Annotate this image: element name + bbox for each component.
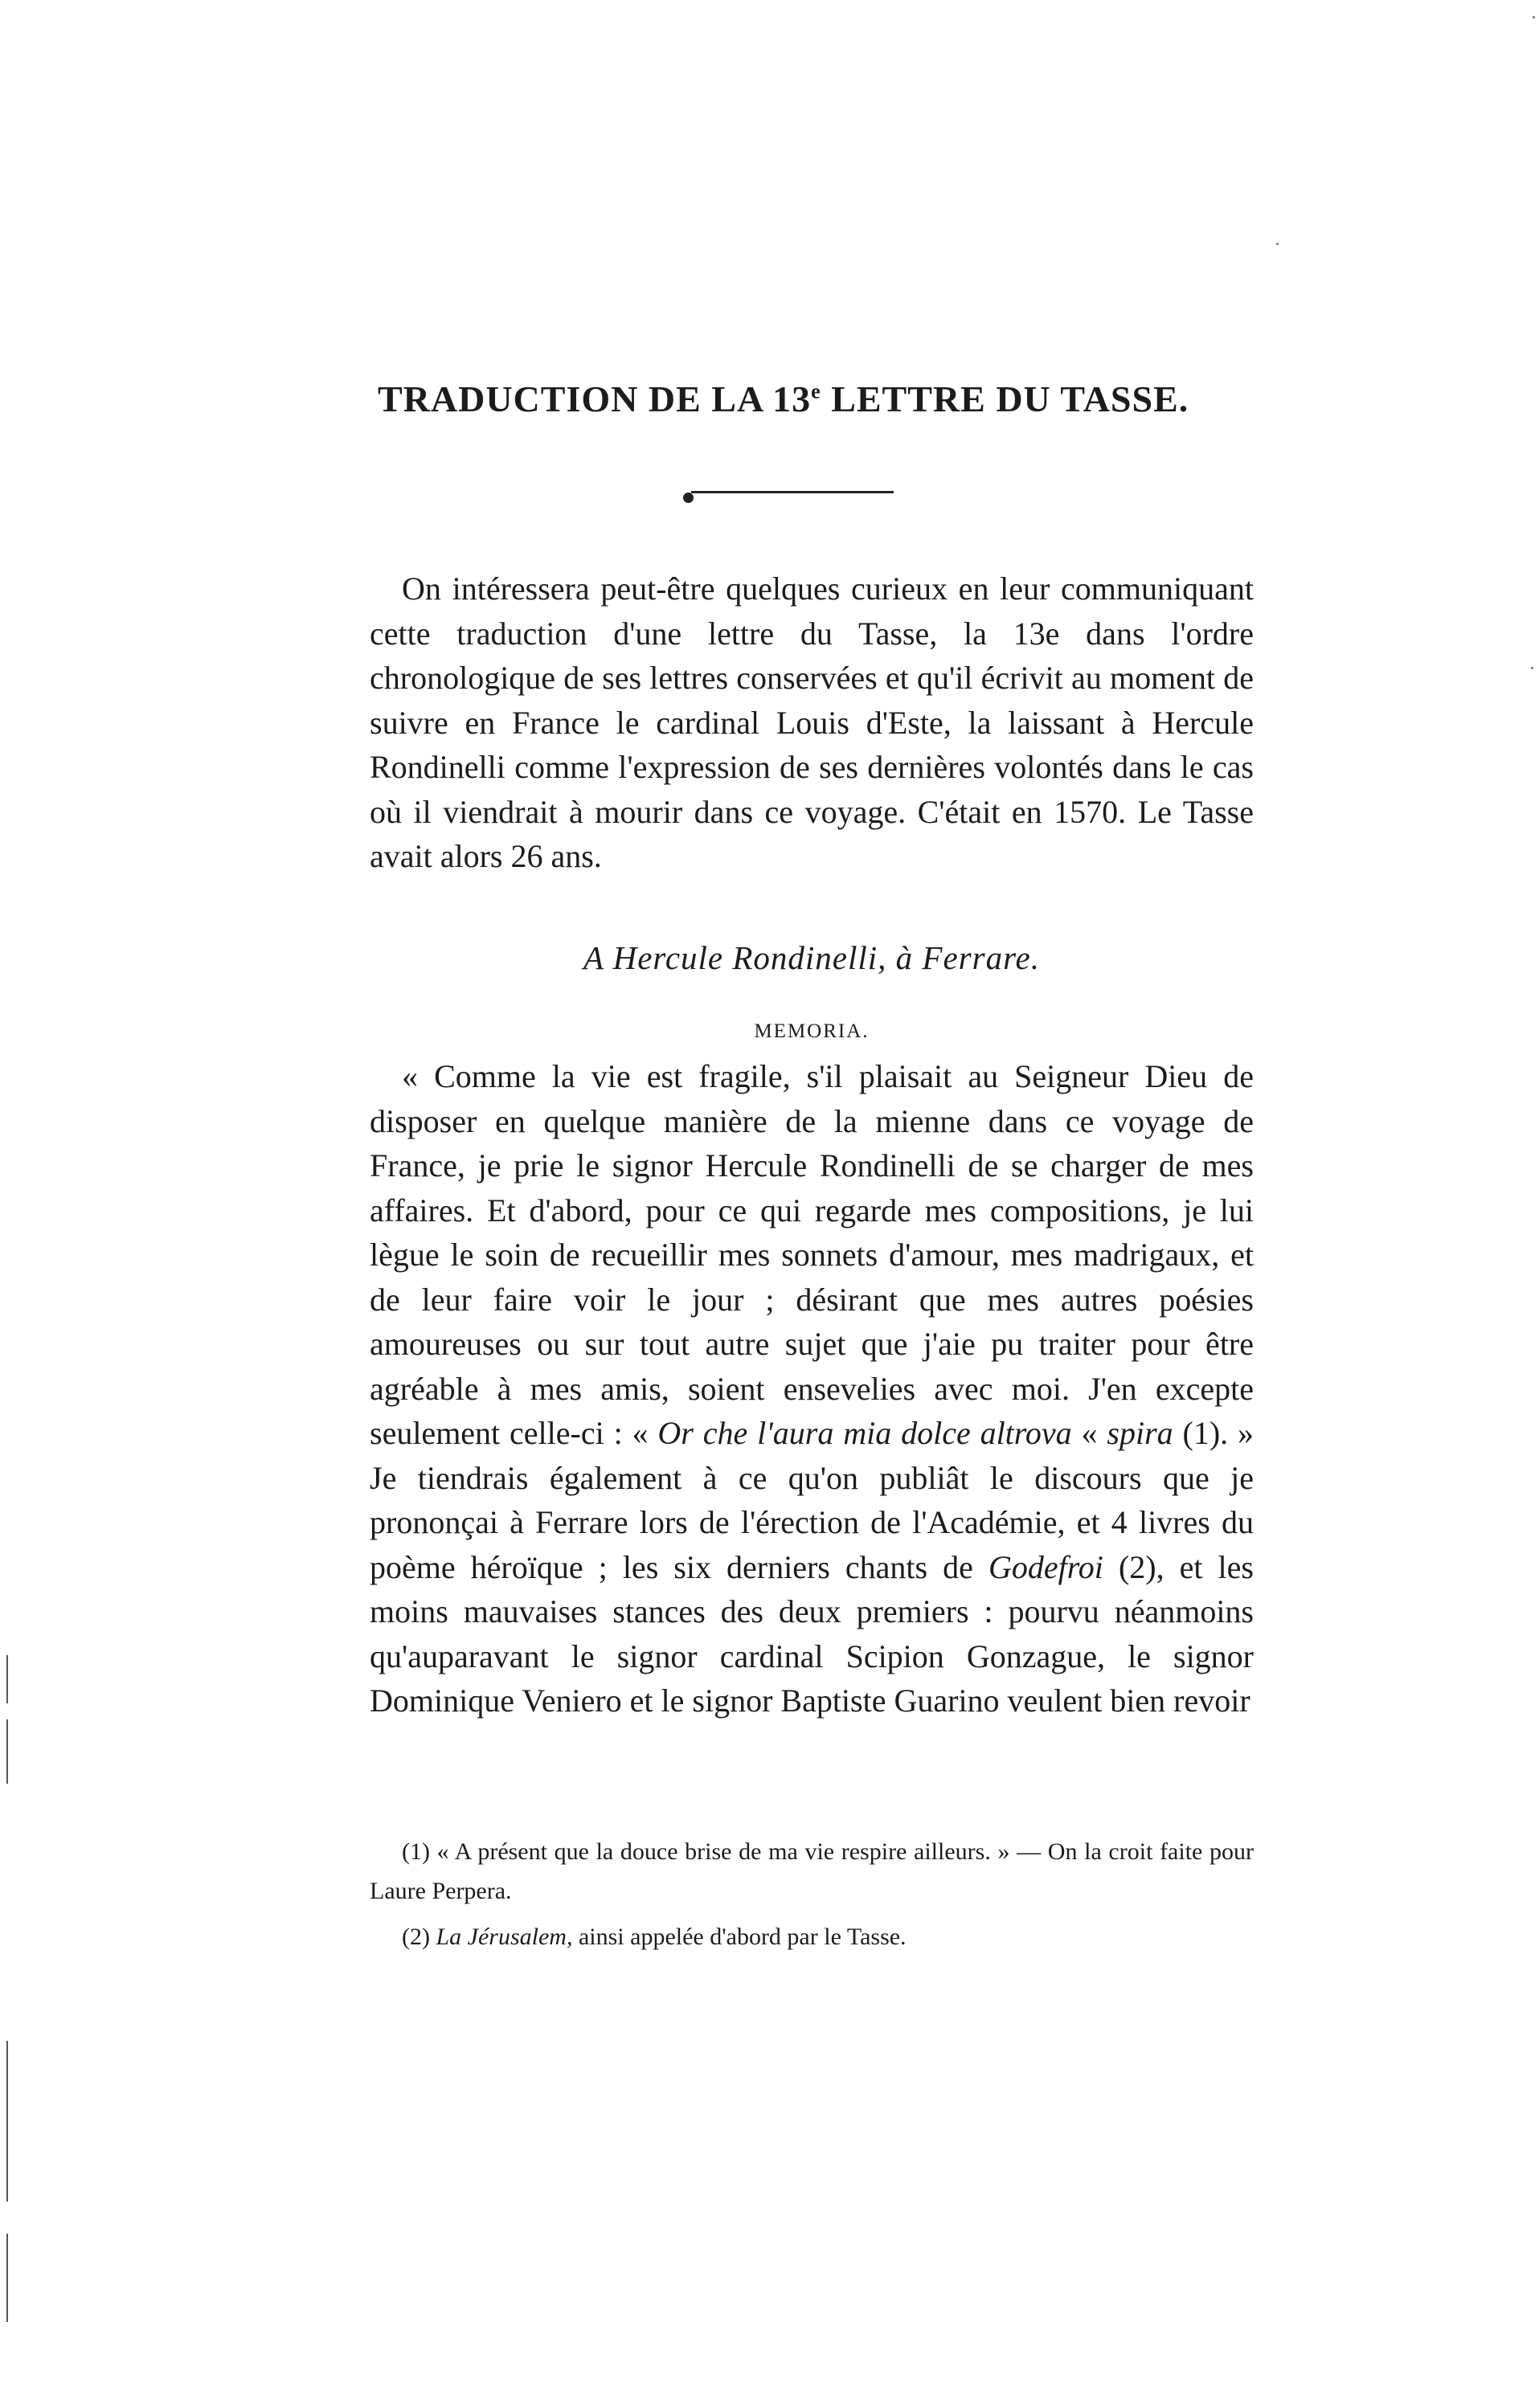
divider-dot <box>683 493 694 503</box>
scan-margin-mark <box>6 2234 8 2322</box>
footnote-title: La Jérusalem, <box>436 1924 573 1950</box>
work-title: Godefroi <box>988 1548 1103 1585</box>
poem-quote: Or che l'aura mia dolce altrova <box>657 1415 1072 1451</box>
footnote-number: (2) <box>402 1924 430 1950</box>
scan-margin-mark <box>6 1655 8 1703</box>
scan-margin-mark <box>6 2041 8 2202</box>
footnote-2 <box>370 1917 1254 1956</box>
letter-text-2: (1). » Je tiendrais également à ce qu'on publiât le discours que je prononçai à Ferrare lors de l'érection de l'Académie, et 4 livres du poème héroïque ; les six derniers chants de <box>370 1415 1255 1585</box>
letter-block <box>370 1054 1254 1723</box>
letter-paragraph <box>370 1054 1254 1723</box>
title-divider <box>691 491 894 493</box>
title-end: LETTRE DU TASSE. <box>821 378 1189 419</box>
scan-margin-mark <box>6 1719 8 1784</box>
scan-speck <box>1533 16 1535 18</box>
section-heading: MEMORIA. <box>754 1020 870 1042</box>
footnote-text: ainsi appelée d'abord par le Tasse. <box>572 1924 907 1950</box>
poem-quote-end: spira <box>1107 1415 1173 1451</box>
page-title <box>378 378 1189 420</box>
footnote-1 <box>370 1832 1254 1911</box>
footnote-text: « A présent que la douce brise de ma vie respire ailleurs. » — On la croit faite pour Laure Perpera. <box>370 1838 1255 1904</box>
title-start: TRADUCTION DE LA 13 <box>378 378 812 419</box>
letter-text-1: « Comme la vie est fragile, s'il plaisait au Seigneur Dieu de disposer en quelque manière de la mienne dans ce voyage de France, je prie le signor Hercule Rondinelli de se charger de mes affaires. Et d'abord, pour ce qui regarde mes compositions, je lui lègue le soin de recueillir mes sonnets d'amour, mes madrigaux, et de leur faire voir le jour ; désirant que mes autres poésies amoureuses ou sur tout autre sujet que j'aie pu traiter pour être agréable à mes amis, soient ensevelies avec moi. J'en excepte seulement celle-ci : « <box>370 1058 1254 1451</box>
scan-speck <box>1531 667 1533 669</box>
footnotes <box>370 1832 1254 1963</box>
quote-continuation-mark: « <box>1081 1415 1107 1451</box>
footnote-number: (1) <box>402 1838 430 1865</box>
letter-text-3: (2), et les moins mauvaises stances des deux premiers : pourvu néanmoins qu'auparavant le signor cardinal Scipion Gonzague, le signor Dominique Veniero et le signor Baptiste Guarino veulent bien revoir <box>370 1548 1254 1719</box>
intro-paragraph: On intéressera peut-être quelques curieux en leur communiquant cette traduction d'une lettre du Tasse, la 13e dans l'ordre chronologique de ses lettres conservées et qu'il écrivit au moment de suivre en France le cardinal Louis d'Este, la laissant à Hercule Rondinelli comme l'expression de ses dernières volontés dans le cas où il viendrait à mourir dans ce voyage. C'était en 1570. Le Tasse avait alors 26 ans. <box>370 570 1254 874</box>
intro-block <box>370 566 1254 879</box>
title-superscript: e <box>811 379 821 403</box>
letter-addressee: A Hercule Rondinelli, à Ferrare. <box>583 939 1040 976</box>
scan-speck <box>1276 243 1279 245</box>
